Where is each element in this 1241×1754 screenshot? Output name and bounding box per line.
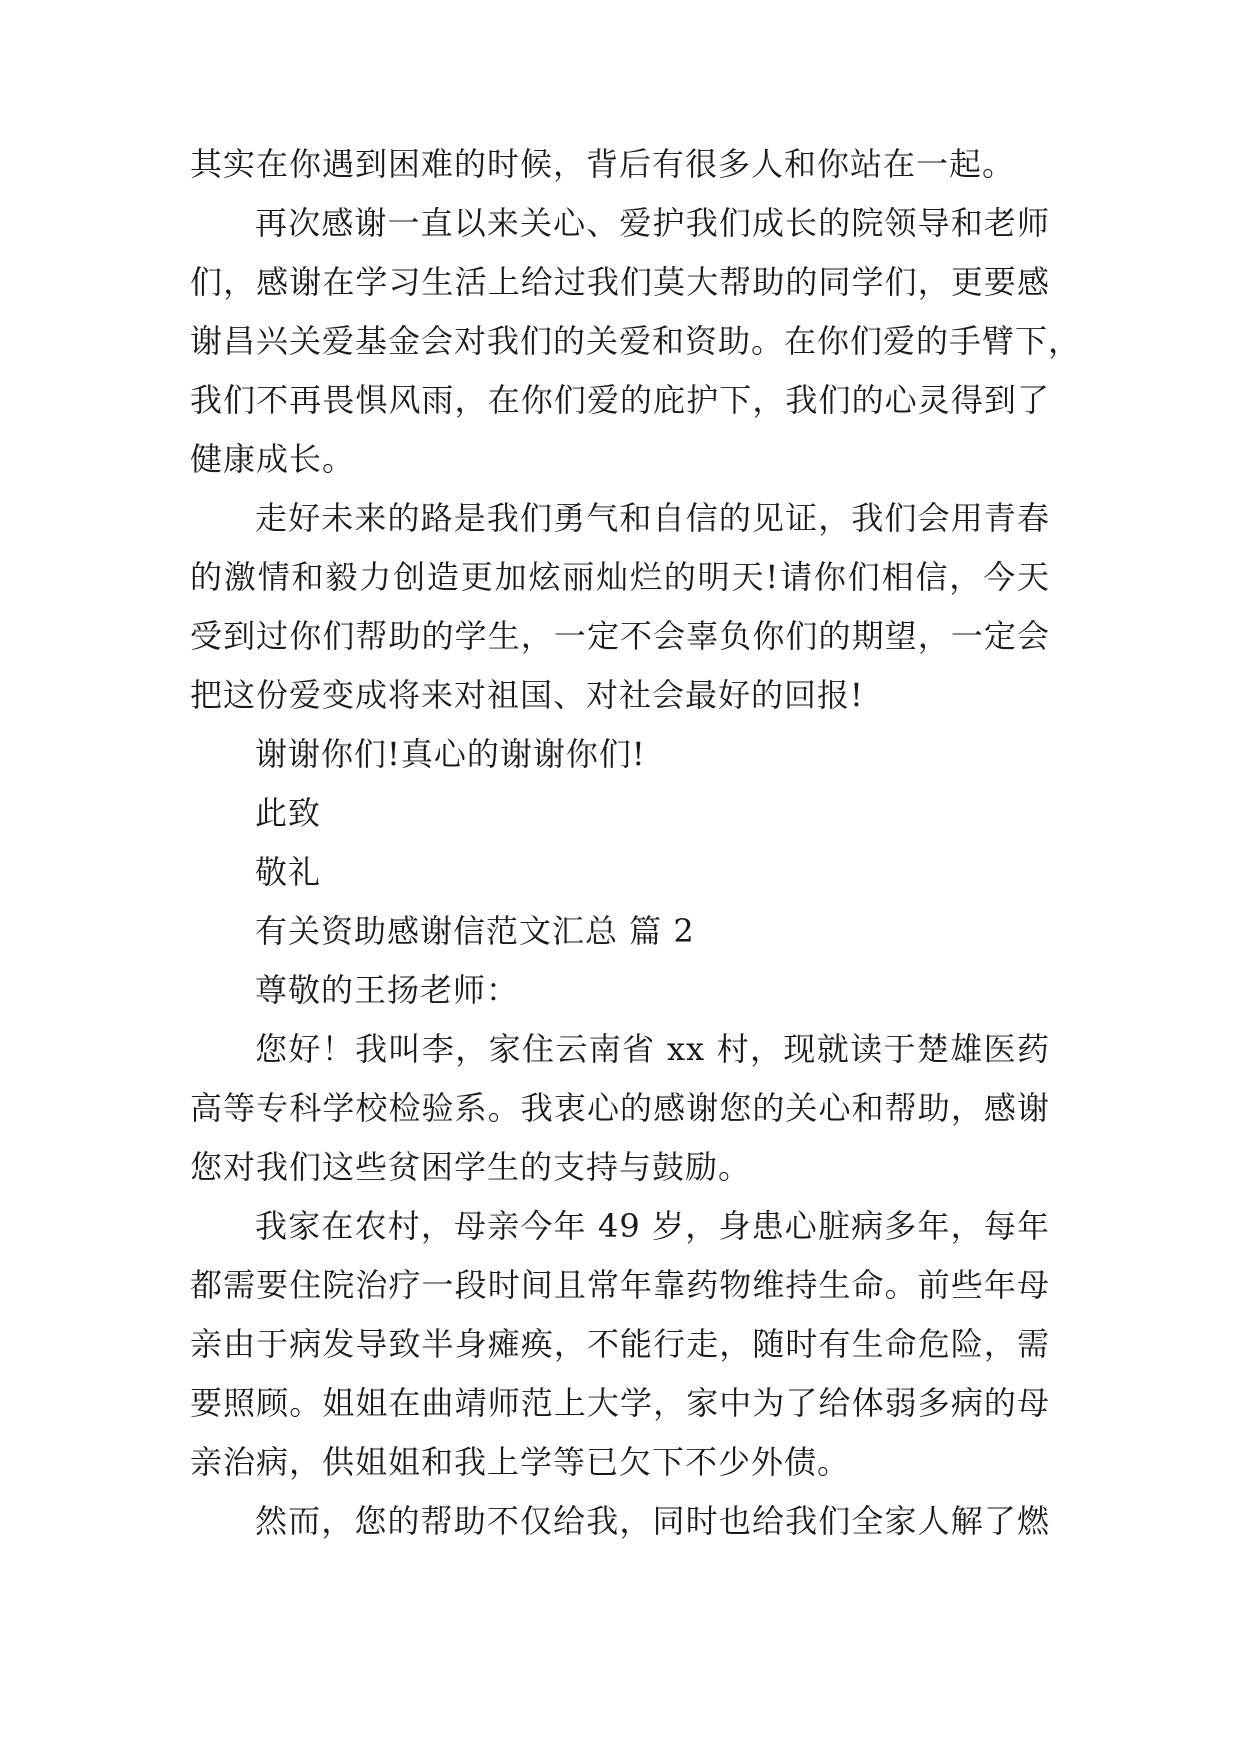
text-line: 走好未来的路是我们勇气和自信的见证，我们会用青春 [255,499,1050,537]
text-line: 要照顾。姐姐在曲靖师范上大学，家中为了给体弱多病的母 [190,1384,1050,1422]
text-line: 高等专科学校检验系。我衷心的感谢您的关心和帮助，感谢 [190,1089,1050,1127]
text-line: 再次感谢一直以来关心、爱护我们成长的院领导和老师 [255,204,1050,242]
text-line: 然而，您的帮助不仅给我，同时也给我们全家人解了燃 [255,1502,1050,1540]
text-line: 我们不再畏惧风雨，在你们爱的庇护下，我们的心灵得到了 [190,381,1050,419]
closing-salutation: 此致 [255,794,322,832]
text-line: 们，感谢在学习生活上给过我们莫大帮助的同学们，更要感 [190,263,1050,301]
text-line: 的激情和毅力创造更加炫丽灿烂的明天!请你们相信，今天 [190,558,1050,596]
text-line: 健康成长。 [190,440,356,478]
text-line: 谢昌兴关爱基金会对我们的关爱和资助。在你们爱的手臂下， [190,322,1082,360]
text-line: 您对我们这些贫困学生的支持与鼓励。 [190,1148,752,1186]
text-line: 都需要住院治疗一段时间且常年靠药物维持生命。前些年母 [190,1266,1050,1304]
text-line: 您好！我叫李，家住云南省 xx 村，现就读于楚雄医药 [255,1030,1050,1068]
text-line: 亲由于病发导致半身瘫痪，不能行走，随时有生命危险，需 [190,1325,1050,1363]
closing-respect: 敬礼 [255,853,322,891]
text-line: 亲治病，供姐姐和我上学等已欠下不少外债。 [190,1443,851,1481]
section-heading: 有关资助感谢信范文汇总 篇 2 [255,912,695,950]
letter-greeting: 尊敬的王扬老师： [255,971,520,1009]
text-line: 受到过你们帮助的学生，一定不会辜负你们的期望，一定会 [190,617,1050,655]
text-line: 其实在你遇到困难的时候，背后有很多人和你站在一起。 [190,145,1016,183]
text-line: 把这份爱变成将来对祖国、对社会最好的回报! [190,676,864,714]
text-line: 我家在农村，母亲今年 49 岁，身患心脏病多年，每年 [255,1207,1050,1245]
text-line: 谢谢你们!真心的谢谢你们! [255,735,646,773]
